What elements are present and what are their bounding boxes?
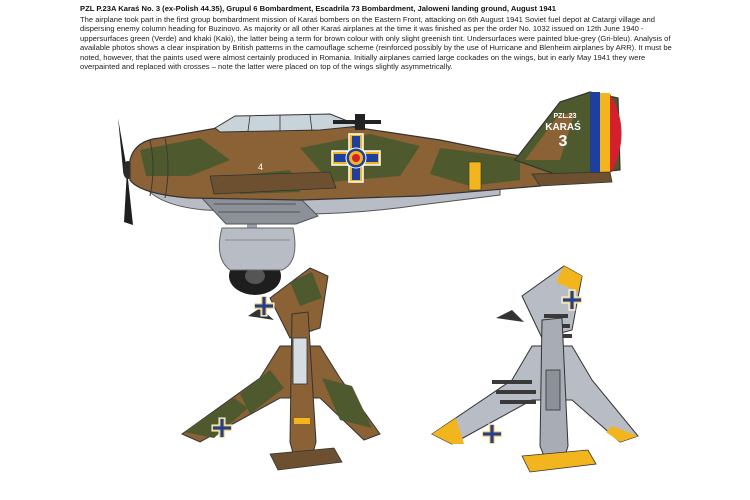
side-view [118, 92, 622, 295]
caption-title: PZL P.23A Karaś No. 3 (ex-Polish 44.35), Grupul 6 Bombardment, Escadrila 73 Bombardment, Jaloweni landing ground, August 1941 [80, 4, 556, 13]
tail-name-label: KARAŚ [545, 122, 581, 133]
bottom-view [432, 266, 638, 472]
top-view [182, 268, 380, 470]
tail-type-label: PZL.23 [553, 113, 577, 120]
landing-gear [219, 222, 295, 295]
tail-number-label: 3 [558, 133, 568, 150]
fuselage-marking: 4 [258, 162, 264, 172]
caption-body: The airplane took part in the first group bombardment mission of Karaś bombers on the Eastern Front, attacking on 6th August 1941 Soviet fuel depot at Catargi village and dispersing enemy column heading for Buzinovo. As majority or all other Karaś airplanes at the time it was finished as per the order No. 1032 issued on 12th June 1940 - uppersurfaces green (Verde) and khaki (Kaki), the latter being a term for brown colour with only slight greenish tint. Undersurfaces were painted blue-grey (Gri-bleu). Analysis of available photos shows a clear inspiration by British patterns in the camouflage scheme (reinforced possibly by the use of Hurricane and Blenheim airplanes by ARR). It must be noted, however, that the paints used were almost certainly produced in Romania. Initially airplanes carried large cockades on the wings, but in early May 1941 they were overpainted and replaced with crosses – note the latter were placed on top of the wings slightly asymmetrically. [80, 14, 672, 71]
